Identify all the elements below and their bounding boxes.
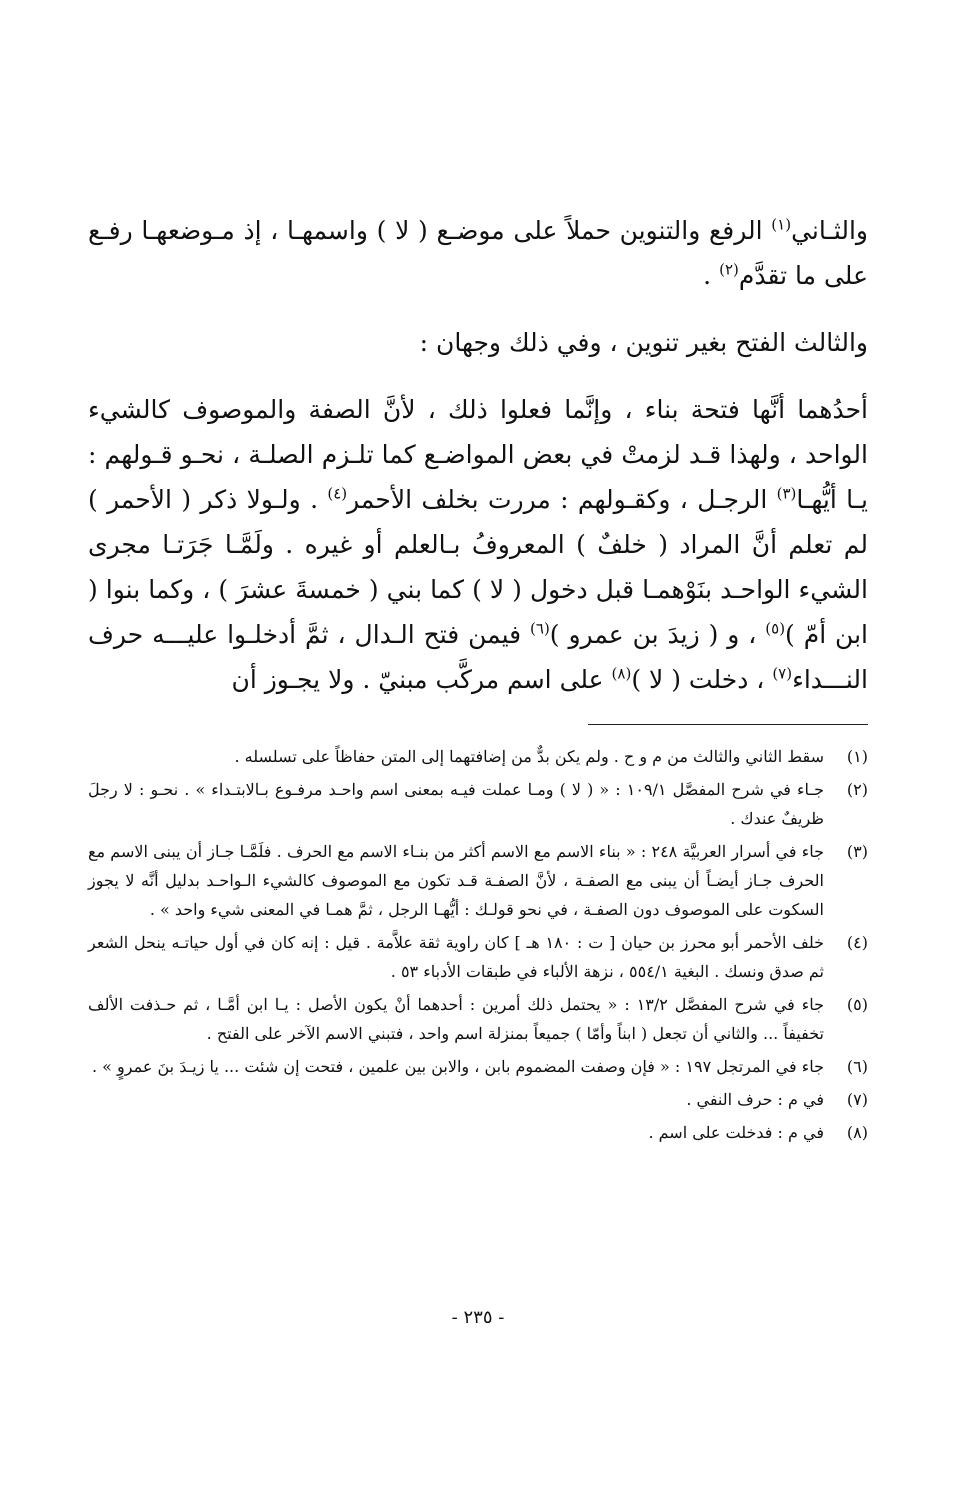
footnote-number: (١): [846, 747, 868, 766]
text-run: . ولـولا ذكر ( الأحمر ) لم تعلم أنَّ المراد ( خلفٌ ) المعروفُ بـالعلم أو غيره . ولَمَّـا جَرَتـا مجرى الشيء الواحـد بنَوْهمـا قبل دخول ( لا ) كما بني ( خمسةَ عشرَ ) ، وكما بنوا ( ابن أمّ ): [88, 485, 868, 649]
footnote-item: [88, 1052, 868, 1081]
text-run: والثالث الفتح بغير تنوين ، وفي ذلك وجهان :: [419, 328, 868, 357]
footnote-number: (٤): [846, 933, 868, 952]
page-number: - ٢٣٥ -: [451, 1307, 505, 1328]
footnote-ref-6: (٦): [530, 619, 550, 638]
footnote-text: سقط الثاني والثالث من م و ح . ولم يكن بدٌّ من إضافتهما إلى المتن حفاظاً على تسلسله .: [234, 747, 824, 766]
footnote-ref-3: (٣): [776, 484, 797, 503]
footnote-item: [88, 775, 868, 833]
footnote-item: [88, 837, 868, 924]
main-body-text: [88, 208, 868, 702]
paragraph-first-view: [88, 387, 868, 702]
footnote-separator: [588, 724, 868, 725]
footnote-number: (٦): [846, 1057, 868, 1076]
footnote-text: في م : حرف النفي .: [686, 1090, 824, 1109]
footnotes-section: [88, 742, 868, 1151]
footnote-item: [88, 742, 868, 771]
footnote-text: جاء في شرح المفصَّل ١٣/٢ : « يحتمل ذلك أمرين : أحدهما أنْ يكون الأصل : يـا ابن أمَّـا ، ثم حـذفت الألف تخفيفاً ... والثاني أن تجعل ( ابناً وأمّا ) جميعاً بمنزلة اسم واحد ، فتبني الاسم الآخر على الفتح .: [88, 995, 825, 1043]
footnote-text: في م : فدخلت على اسم .: [648, 1123, 824, 1142]
text-run: والثـاني: [791, 216, 868, 245]
footnote-ref-4: (٤): [327, 484, 348, 503]
text-run: أحدُهما أنَّها فتحة بناء ، وإنَّما فعلوا ذلك ، لأنَّ الصفة والموصوف كالشيء الواحد ، ولهذا قـد لزمتْ في بعض المواضـع كما تلـزم الصلـة ، نحـو قـولهم : يـا أيُّهـا: [88, 395, 868, 514]
text-run: الرفع والتنوين حملاً على موضـع ( لا ) واسمهـا ، إذ مـوضعهـا رفـع على ما تقدَّم: [88, 216, 868, 290]
paragraph-second-option: [88, 208, 868, 298]
text-run: على اسم مركَّب مبنيّ . ولا يجـوز أن: [231, 665, 612, 694]
footnote-number: (٥): [846, 995, 868, 1014]
text-run: فيمن فتح الـدال ، ثمَّ أدخلـوا عليـــه حرف النـــداء: [88, 620, 868, 694]
footnote-ref-1: (١): [771, 215, 792, 234]
footnote-item: [88, 1118, 868, 1147]
footnote-ref-2: (٢): [719, 260, 739, 279]
text-run: .: [703, 261, 720, 290]
footnote-ref-8: (٨): [611, 664, 632, 683]
footnote-ref-7: (٧): [772, 664, 793, 683]
footnote-text: جاء في أسرار العربيَّة ٢٤٨ : « بناء الاسم مع الاسم أكثر من بنـاء الاسم مع الحرف . فلَمَّـا جـاز أن يبنى الاسم مع الحرف جـاز أيضـاً أن يبنى مع الصفـة ، لأنَّ الصفـة قـد تكون مع الموصوف كالشيء الـواحـد بدليل أنَّه لا يجوز السكوت على الموصوف دون الصفـة ، في نحو قولـك : أيُّهـا الرجل ، ثمَّ همـا في المعنى شيء واحد » .: [88, 842, 825, 919]
footnote-text: جـاء في شرح المفصَّل ١٠٩/١ : « ( لا ) ومـا عملت فيـه بمعنى اسم واحـد مرفـوع بـالابتـداء » . نحـو : لا رجلَ ظريفٌ عندك .: [88, 780, 824, 828]
footnote-item: [88, 990, 868, 1048]
paragraph-third-option: [88, 320, 868, 365]
footnote-number: (٢): [846, 780, 868, 799]
footnote-item: [88, 928, 868, 986]
footnote-text: خلف الأحمر أبو محرز بن حيان [ ت : ١٨٠ هـ ] كان راوية ثقة علاَّمة . قيل : إنه كان في أول حياتـه ينحل الشعر ثم صدق ونسك . البغية ٥٥٤/١ ، نزهة الألباء في طبقات الأدباء ٥٣ .: [88, 933, 825, 981]
footnote-text: جاء في المرتجل ١٩٧ : « فإن وصفت المضموم بابن ، والابن بين علمين ، فتحت إن شئت ... يا زيـدَ بنَ عمروٍ » .: [92, 1057, 824, 1076]
text-run: ، دخلت ( لا ): [631, 665, 773, 694]
footnote-ref-5: (٥): [765, 619, 786, 638]
footnote-item: [88, 1085, 868, 1114]
text-run: ، و ( زيدَ بن عمرو ): [549, 620, 766, 649]
text-run: الرجـل ، وكقـولهم : مررت بخلف الأحمر: [347, 485, 777, 514]
footnote-number: (٧): [846, 1090, 868, 1109]
footnote-number: (٣): [846, 842, 868, 861]
footnote-number: (٨): [846, 1123, 868, 1142]
